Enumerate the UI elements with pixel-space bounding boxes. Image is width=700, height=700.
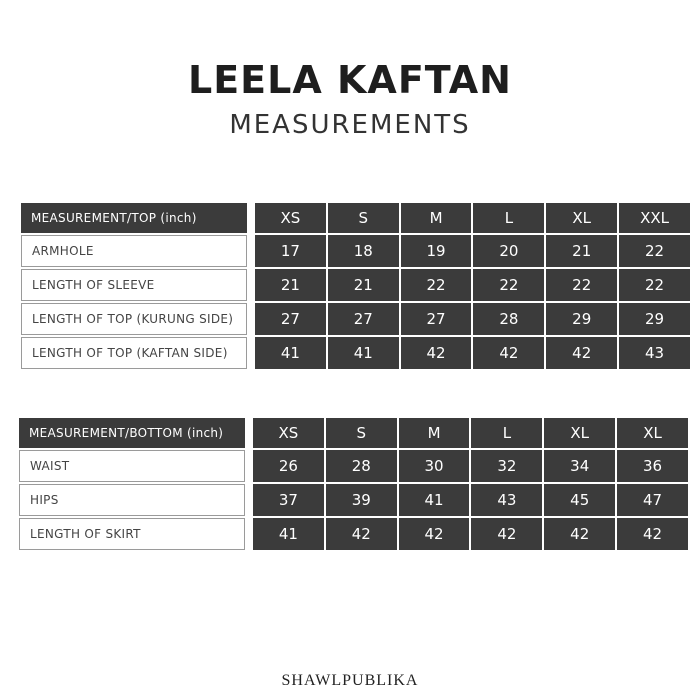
table-row xyxy=(19,518,688,550)
spacer xyxy=(247,518,251,550)
value-cell: 37 xyxy=(253,484,324,516)
value-cell: 27 xyxy=(401,303,472,335)
spacer xyxy=(247,450,251,482)
row-label: LENGTH OF TOP (KURUNG SIDE) xyxy=(21,303,247,335)
spacer xyxy=(249,337,253,369)
value-cell: 27 xyxy=(328,303,399,335)
size-header: XXL xyxy=(619,203,690,233)
value-cell: 42 xyxy=(544,518,615,550)
value-cell: 29 xyxy=(546,303,617,335)
value-cell: 43 xyxy=(619,337,690,369)
spacer xyxy=(247,484,251,516)
value-cell: 42 xyxy=(617,518,688,550)
top-measurement-table xyxy=(19,201,692,371)
table-row xyxy=(19,450,688,482)
spacer xyxy=(249,203,253,233)
value-cell: 22 xyxy=(473,269,544,301)
row-label: LENGTH OF SKIRT xyxy=(19,518,245,550)
row-label: ARMHOLE xyxy=(21,235,247,267)
row-label: LENGTH OF TOP (KAFTAN SIDE) xyxy=(21,337,247,369)
spacer xyxy=(249,269,253,301)
value-cell: 22 xyxy=(546,269,617,301)
value-cell: 39 xyxy=(326,484,397,516)
size-header: L xyxy=(473,203,544,233)
bottom-measurement-table xyxy=(17,416,690,552)
spacer xyxy=(249,303,253,335)
page-subtitle: MEASUREMENTS xyxy=(229,110,471,140)
value-cell: 42 xyxy=(471,518,542,550)
value-cell: 42 xyxy=(546,337,617,369)
row-label: HIPS xyxy=(19,484,245,516)
size-header: M xyxy=(399,418,470,448)
value-cell: 41 xyxy=(255,337,326,369)
value-cell: 19 xyxy=(401,235,472,267)
size-header: L xyxy=(471,418,542,448)
value-cell: 26 xyxy=(253,450,324,482)
value-cell: 41 xyxy=(328,337,399,369)
value-cell: 21 xyxy=(255,269,326,301)
value-cell: 47 xyxy=(617,484,688,516)
value-cell: 28 xyxy=(473,303,544,335)
row-label: LENGTH OF SLEEVE xyxy=(21,269,247,301)
value-cell: 28 xyxy=(326,450,397,482)
value-cell: 41 xyxy=(253,518,324,550)
size-header: M xyxy=(401,203,472,233)
table-row xyxy=(19,484,688,516)
value-cell: 22 xyxy=(401,269,472,301)
value-cell: 45 xyxy=(544,484,615,516)
table-header-row xyxy=(19,418,688,448)
value-cell: 42 xyxy=(399,518,470,550)
size-header: XL xyxy=(544,418,615,448)
table-header-row xyxy=(21,203,690,233)
value-cell: 29 xyxy=(619,303,690,335)
spacer xyxy=(249,235,253,267)
top-table-header: MEASUREMENT/TOP (inch) xyxy=(21,203,247,233)
value-cell: 20 xyxy=(473,235,544,267)
value-cell: 27 xyxy=(255,303,326,335)
value-cell: 30 xyxy=(399,450,470,482)
size-header: XL xyxy=(617,418,688,448)
value-cell: 42 xyxy=(326,518,397,550)
table-row xyxy=(21,269,690,301)
value-cell: 43 xyxy=(471,484,542,516)
value-cell: 41 xyxy=(399,484,470,516)
value-cell: 18 xyxy=(328,235,399,267)
spacer xyxy=(247,418,251,448)
size-header: S xyxy=(328,203,399,233)
value-cell: 21 xyxy=(328,269,399,301)
value-cell: 22 xyxy=(619,235,690,267)
table-row xyxy=(21,235,690,267)
table-row xyxy=(21,337,690,369)
size-header: XL xyxy=(546,203,617,233)
row-label: WAIST xyxy=(19,450,245,482)
value-cell: 42 xyxy=(401,337,472,369)
size-header: XS xyxy=(253,418,324,448)
size-header: XS xyxy=(255,203,326,233)
value-cell: 17 xyxy=(255,235,326,267)
table-row xyxy=(21,303,690,335)
value-cell: 21 xyxy=(546,235,617,267)
value-cell: 34 xyxy=(544,450,615,482)
value-cell: 22 xyxy=(619,269,690,301)
product-title: LEELA KAFTAN xyxy=(188,58,512,102)
size-header: S xyxy=(326,418,397,448)
value-cell: 32 xyxy=(471,450,542,482)
value-cell: 36 xyxy=(617,450,688,482)
value-cell: 42 xyxy=(473,337,544,369)
brand-logo: SHAWLPUBLIKA xyxy=(281,672,419,689)
bottom-table-header: MEASUREMENT/BOTTOM (inch) xyxy=(19,418,245,448)
